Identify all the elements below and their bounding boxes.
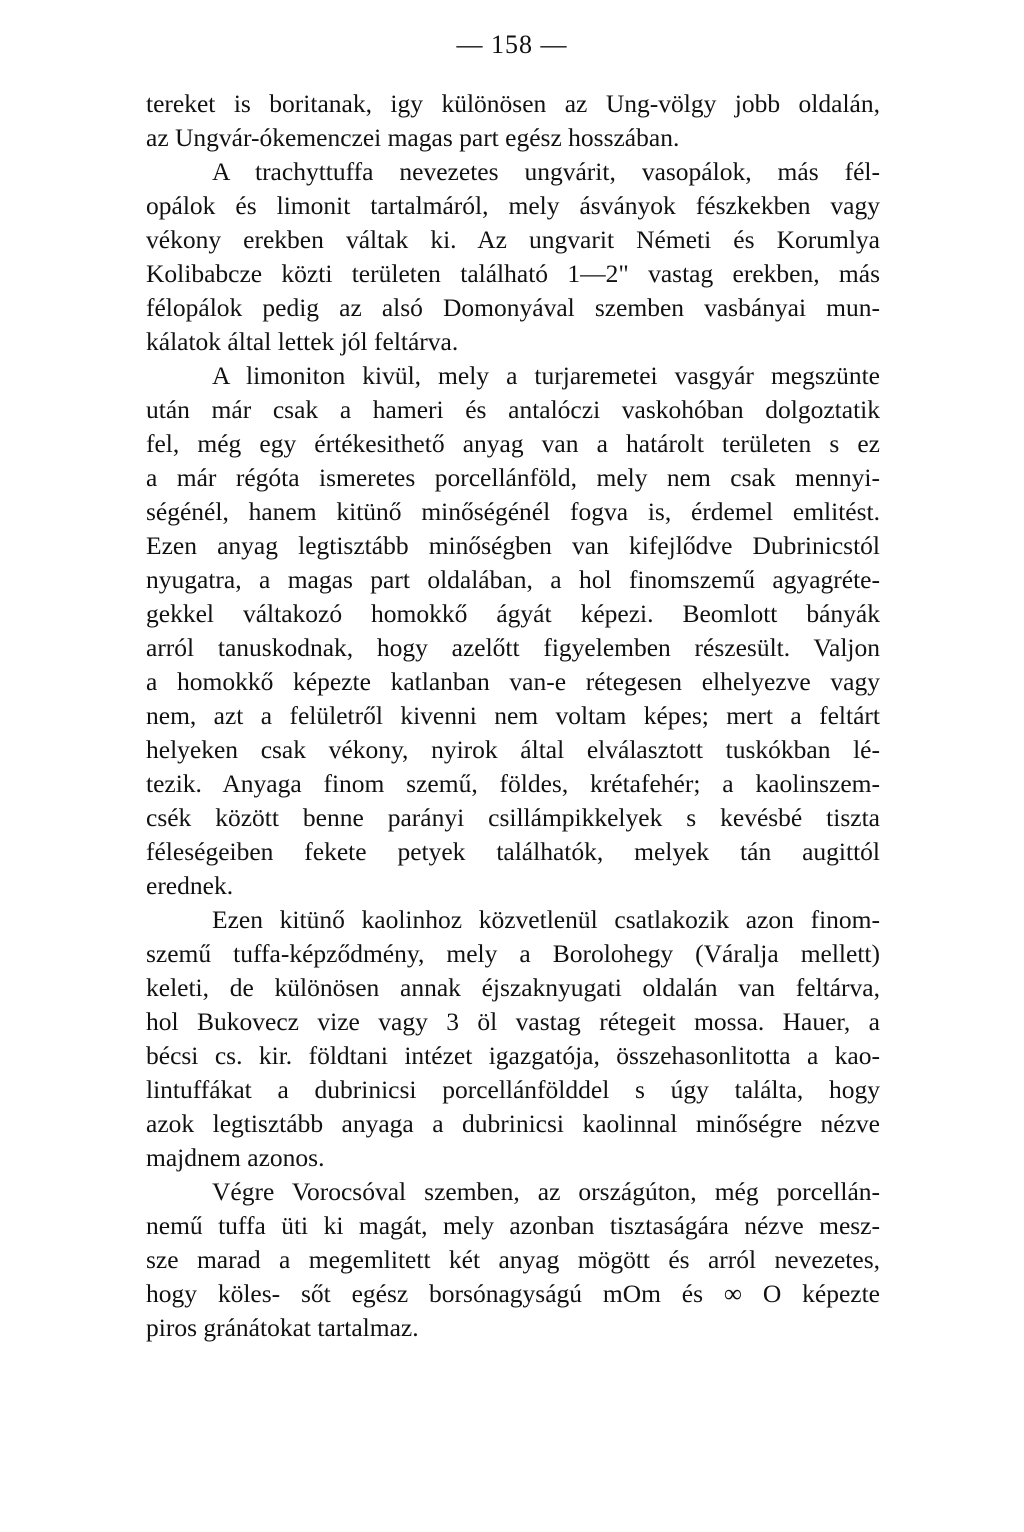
- text-line: fel, még egy értékesithető anyag van a határolt területen s ez: [146, 429, 880, 458]
- text-line: azok legtisztább anyaga a dubrinicsi kaolinnal minőségre nézve: [146, 1109, 880, 1138]
- text-line: erednek.: [146, 871, 234, 900]
- body-text: [146, 87, 880, 1345]
- text-line: félopálok pedig az alsó Domonyával szemben vasbányai mun-: [146, 293, 880, 322]
- text-line: szemű tuffa-képződmény, mely a Borolohegy (Váralja mellett): [146, 939, 880, 968]
- text-line: piros gránátokat tartalmaz.: [146, 1313, 419, 1342]
- text-line: kálatok által lettek jól feltárva.: [146, 327, 459, 356]
- text-line: arról tanuskodnak, hogy azelőtt figyelemben részesült. Valjon: [146, 633, 880, 662]
- text-line: Kolibabcze közti területen található 1—2" vastag erekben, más: [146, 259, 880, 288]
- text-line: keleti, de különösen annak éjszaknyugati oldalán van feltárva,: [146, 973, 880, 1002]
- text-line: tezik. Anyaga finom szemű, földes, krétafehér; a kaolinszem-: [146, 769, 880, 798]
- text-line: opálok és limonit tartalmáról, mely ásványok fészkekben vagy: [146, 191, 880, 220]
- text-line: sze marad a megemlitett két anyag mögött és arról nevezetes,: [146, 1245, 880, 1274]
- text-line: Ezen kitünő kaolinhoz közvetlenül csatlakozik azon finom-: [212, 905, 880, 934]
- text-line: vékony erekben váltak ki. Az ungvarit Németi és Korumlya: [146, 225, 880, 254]
- text-line: nyugatra, a magas part oldalában, a hol finomszemű agyagréte-: [146, 565, 880, 594]
- text-line: után már csak a hameri és antalóczi vaskohóban dolgoztatik: [146, 395, 880, 424]
- text-line: A trachyttuffa nevezetes ungvárit, vasopálok, más fél-: [212, 157, 880, 186]
- text-line: helyeken csak vékony, nyirok által elválasztott tuskókban lé-: [146, 735, 880, 764]
- text-line: ségénél, hanem kitünő minőségénél fogva is, érdemel emlitést.: [146, 497, 880, 526]
- text-line: féleségeiben fekete petyek találhatók, melyek tán augittól: [146, 837, 880, 866]
- text-line: Végre Vorocsóval szemben, az országúton, még porcellán-: [212, 1177, 880, 1206]
- text-line: Ezen anyag legtisztább minőségben van kifejlődve Dubrinicstól: [146, 531, 880, 560]
- text-line: bécsi cs. kir. földtani intézet igazgatója, összehasonlitotta a kao-: [146, 1041, 880, 1070]
- text-line: csék között benne parányi csillámpikkelyek s kevésbé tiszta: [146, 803, 880, 832]
- text-line: majdnem azonos.: [146, 1143, 325, 1172]
- page-number: — 158 —: [456, 30, 568, 59]
- text-line: hogy köles- sőt egész borsónagyságú mOm és ∞ O képezte: [146, 1279, 880, 1308]
- text-line: lintuffákat a dubrinicsi porcellánfölddel s úgy találta, hogy: [146, 1075, 880, 1104]
- text-line: nemű tuffa üti ki magát, mely azonban tisztaságára nézve mesz-: [146, 1211, 880, 1240]
- text-line: az Ungvár-ókemenczei magas part egész hosszában.: [146, 123, 680, 152]
- text-line: gekkel váltakozó homokkő ágyát képezi. Beomlott bányák: [146, 599, 880, 628]
- text-line: a már régóta ismeretes porcellánföld, mely nem csak mennyi-: [146, 463, 880, 492]
- text-line: nem, azt a felületről kivenni nem voltam képes; mert a feltárt: [146, 701, 880, 730]
- text-line: hol Bukovecz vize vagy 3 öl vastag rétegeit mossa. Hauer, a: [146, 1007, 880, 1036]
- text-line: A limoniton kivül, mely a turjaremetei vasgyár megszünte: [212, 361, 880, 390]
- text-line: a homokkő képezte katlanban van-e rétegesen elhelyezve vagy: [146, 667, 880, 696]
- text-line: tereket is boritanak, igy különösen az Ung-völgy jobb oldalán,: [146, 89, 880, 118]
